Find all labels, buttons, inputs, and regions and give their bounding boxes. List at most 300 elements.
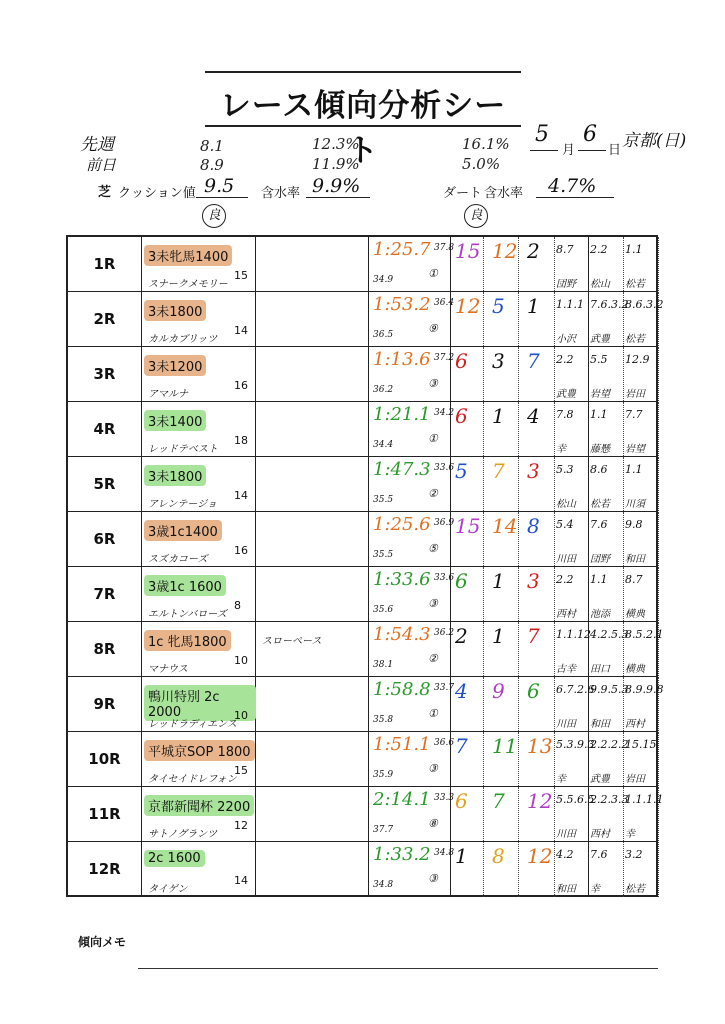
- first3f-time: 38.1: [373, 660, 394, 670]
- last3f-time: 36.6: [434, 738, 455, 748]
- column-divider: [554, 567, 555, 621]
- winning-time: 1:13.6: [373, 349, 431, 370]
- race-number: 7R: [93, 585, 116, 603]
- column-divider: [368, 347, 369, 401]
- finish-position: 15: [455, 514, 481, 538]
- first3f-time: 36.2: [373, 385, 394, 395]
- finish-position: 14: [492, 514, 518, 538]
- column-divider: [554, 457, 555, 511]
- column-divider: [658, 732, 659, 786]
- day-label: 日: [608, 143, 622, 158]
- jockey-name: 松若: [625, 279, 645, 290]
- race-table: [66, 235, 664, 897]
- odds-value: 9.8: [625, 518, 643, 531]
- finish-position: 12: [492, 239, 518, 263]
- senshu-cushion: 8.1: [200, 137, 224, 155]
- race-number: 12R: [88, 860, 121, 878]
- column-divider: [483, 292, 484, 346]
- finish-position: 4: [455, 679, 468, 703]
- race-row: [68, 622, 664, 677]
- horse-name: アマルナ: [148, 389, 188, 400]
- finish-position: 5: [455, 459, 468, 483]
- column-divider: [483, 457, 484, 511]
- odds-value: 5.3: [556, 463, 574, 476]
- odds-value: 1.1.1.1: [625, 793, 664, 806]
- first3f-time: 36.5: [373, 330, 394, 340]
- odds-value: 7.6: [590, 848, 608, 861]
- month-underline: [530, 150, 558, 151]
- odds-value: 9.9.5.3: [590, 683, 629, 696]
- jockey-name: 横典: [625, 609, 645, 620]
- odds-value: 2.2.3.3: [590, 793, 629, 806]
- entrant-count: 15: [234, 269, 248, 282]
- title-rule-bottom: [205, 125, 521, 127]
- column-divider: [588, 567, 589, 621]
- finish-position: 7: [527, 349, 540, 373]
- entrant-count: 14: [234, 489, 248, 502]
- jockey-name: 和田: [556, 884, 576, 895]
- jockey-name: 幸: [625, 829, 635, 840]
- cushion-value: 9.5: [204, 175, 235, 197]
- last3f-time: 37.2: [434, 353, 455, 363]
- entrant-count: 16: [234, 379, 248, 392]
- column-divider: [518, 292, 519, 346]
- pace-circle: ③: [428, 762, 438, 775]
- column-divider: [554, 402, 555, 456]
- winning-time: 1:51.1: [373, 734, 431, 755]
- finish-position: 2: [527, 239, 540, 263]
- shiba-label: 芝: [98, 185, 112, 200]
- column-divider: [255, 622, 256, 676]
- senshu-dirt: 16.1%: [462, 135, 510, 153]
- column-divider: [554, 842, 555, 897]
- shiba-condition: 良: [202, 204, 226, 228]
- last3f-time: 36.9: [434, 518, 455, 528]
- race-condition-tag: 3歳1c1400: [144, 520, 222, 541]
- odds-value: 2.2: [556, 573, 574, 586]
- finish-position: 11: [492, 734, 518, 758]
- last3f-time: 33.3: [434, 793, 455, 803]
- jockey-name: 横典: [625, 664, 645, 675]
- race-row: [68, 402, 656, 457]
- jockey-name: 岩田: [625, 774, 645, 785]
- column-divider: [518, 787, 519, 841]
- column-divider: [588, 292, 589, 346]
- jockey-name: 古幸: [556, 664, 576, 675]
- column-divider: [141, 512, 142, 566]
- jockey-name: 武豊: [590, 334, 610, 345]
- winning-time: 1:25.6: [373, 514, 431, 535]
- odds-value: 1.1: [625, 463, 643, 476]
- finish-position: 4: [527, 404, 540, 428]
- race-condition-tag: 鴨川特別 2c 2000: [144, 685, 256, 721]
- shiba-moisture-value: 9.9%: [312, 175, 361, 197]
- first3f-time: 35.5: [373, 495, 394, 505]
- memo-label: 傾向メモ: [78, 935, 127, 949]
- last3f-time: 36.2: [434, 628, 455, 638]
- jockey-name: 田口: [590, 664, 610, 675]
- odds-value: 1.1.12: [556, 628, 591, 641]
- race-condition-tag: 2c 1600: [144, 850, 205, 867]
- winning-time: 1:53.2: [373, 294, 431, 315]
- odds-value: 6.7.2.6: [556, 683, 595, 696]
- first3f-time: 35.9: [373, 770, 394, 780]
- odds-value: 2.2: [590, 243, 608, 256]
- pace-circle: ②: [428, 652, 438, 665]
- last3f-time: 34.2: [434, 408, 455, 418]
- jockey-name: 岩望: [590, 389, 610, 400]
- column-divider: [255, 347, 256, 401]
- winning-time: 1:21.1: [373, 404, 431, 425]
- finish-position: 3: [492, 349, 505, 373]
- last3f-time: 37.8: [434, 243, 455, 253]
- winning-time: 1:54.3: [373, 624, 431, 645]
- column-divider: [255, 402, 256, 456]
- odds-value: 1.1: [590, 573, 608, 586]
- pace-circle: ③: [428, 872, 438, 885]
- odds-value: 5.4: [556, 518, 574, 531]
- jockey-name: 岩田: [625, 389, 645, 400]
- zenjitsu-cushion: 8.9: [200, 156, 224, 174]
- column-divider: [518, 457, 519, 511]
- jockey-name: 和田: [625, 554, 645, 565]
- horse-name: スズカコーズ: [148, 554, 208, 565]
- day-underline: [578, 150, 606, 151]
- column-divider: [368, 457, 369, 511]
- column-divider: [554, 677, 555, 731]
- dirt-moisture-label: 含水率: [484, 186, 524, 201]
- jockey-name: 松山: [556, 499, 576, 510]
- finish-position: 12: [527, 844, 553, 868]
- odds-value: 5.3.9.3: [556, 738, 595, 751]
- column-divider: [588, 512, 589, 566]
- jockey-name: 幸: [556, 444, 566, 455]
- race-condition-tag: 3歳1c 1600: [144, 575, 226, 596]
- odds-value: 4.2: [556, 848, 574, 861]
- column-divider: [141, 842, 142, 897]
- column-divider: [141, 402, 142, 456]
- column-divider: [623, 237, 624, 291]
- race-number: 5R: [93, 475, 116, 493]
- last3f-time: 36.4: [434, 298, 455, 308]
- column-divider: [518, 622, 519, 676]
- race-number: 9R: [93, 695, 116, 713]
- horse-name: カルカブリッツ: [148, 334, 218, 345]
- finish-position: 7: [492, 789, 505, 813]
- jockey-name: 西村: [625, 719, 645, 730]
- column-divider: [368, 237, 369, 291]
- race-condition-tag: 3未1400: [144, 410, 206, 431]
- column-divider: [658, 512, 659, 566]
- jockey-name: 和田: [590, 719, 610, 730]
- column-divider: [658, 402, 659, 456]
- column-divider: [623, 512, 624, 566]
- column-divider: [368, 512, 369, 566]
- column-divider: [554, 512, 555, 566]
- entrant-count: 12: [234, 819, 248, 832]
- page-title: レース傾向分析シート: [219, 88, 507, 169]
- jockey-name: 松山: [590, 279, 610, 290]
- odds-value: 8.7: [625, 573, 643, 586]
- race-condition-tag: 3未1200: [144, 355, 206, 376]
- odds-value: 3.2: [625, 848, 643, 861]
- odds-value: 5.5: [590, 353, 608, 366]
- winning-time: 1:33.2: [373, 844, 431, 865]
- race-row: [68, 732, 656, 787]
- column-divider: [588, 237, 589, 291]
- date-month: 5: [535, 122, 549, 147]
- horse-name: サトノグランツ: [148, 829, 218, 840]
- column-divider: [141, 347, 142, 401]
- finish-position: 1: [492, 404, 505, 428]
- column-divider: [554, 732, 555, 786]
- first3f-time: 34.4: [373, 440, 394, 450]
- odds-value: 2.2.2.2: [590, 738, 629, 751]
- column-divider: [588, 842, 589, 897]
- senshu-label: 先週: [80, 135, 114, 155]
- column-divider: [623, 842, 624, 897]
- race-row: [68, 347, 656, 402]
- column-divider: [518, 732, 519, 786]
- pace-circle: ③: [428, 597, 438, 610]
- race-condition-tag: 平城京SOP 1800: [144, 740, 255, 761]
- column-divider: [368, 732, 369, 786]
- zenjitsu-shiba: 11.9%: [312, 155, 360, 173]
- race-number: 2R: [93, 310, 116, 328]
- race-number: 1R: [93, 255, 116, 273]
- jockey-name: 幸: [556, 774, 566, 785]
- odds-value: 7.6.3.2: [590, 298, 629, 311]
- zenjitsu-label: 前日: [86, 156, 117, 174]
- pace-circle: ⑧: [428, 817, 438, 830]
- last3f-time: 33.6: [434, 573, 455, 583]
- race-number: 10R: [88, 750, 121, 768]
- first3f-time: 34.8: [373, 880, 394, 890]
- column-divider: [368, 292, 369, 346]
- race-condition-tag: 1c 牝馬1800: [144, 630, 231, 651]
- column-divider: [483, 622, 484, 676]
- odds-value: 8.7: [556, 243, 574, 256]
- race-note: スローペース: [262, 636, 322, 647]
- column-divider: [483, 402, 484, 456]
- memo-line: [138, 968, 658, 969]
- finish-position: 2: [455, 624, 468, 648]
- pace-circle: ③: [428, 377, 438, 390]
- race-number: 11R: [88, 805, 121, 823]
- jockey-name: 川田: [556, 829, 576, 840]
- finish-position: 1: [527, 294, 540, 318]
- column-divider: [554, 787, 555, 841]
- jockey-name: 松若: [625, 884, 645, 895]
- column-divider: [483, 237, 484, 291]
- column-divider: [483, 347, 484, 401]
- column-divider: [255, 512, 256, 566]
- finish-position: 3: [527, 459, 540, 483]
- column-divider: [658, 842, 659, 897]
- horse-name: タイゲン: [148, 884, 188, 895]
- column-divider: [518, 677, 519, 731]
- column-divider: [483, 512, 484, 566]
- pace-circle: ⑤: [428, 542, 438, 555]
- finish-position: 13: [527, 734, 553, 758]
- column-divider: [141, 622, 142, 676]
- jockey-name: 岩望: [625, 444, 645, 455]
- finish-position: 8: [527, 514, 540, 538]
- column-divider: [483, 567, 484, 621]
- finish-position: 5: [492, 294, 505, 318]
- column-divider: [554, 292, 555, 346]
- column-divider: [658, 347, 659, 401]
- column-divider: [483, 677, 484, 731]
- cushion-label: クッション値: [118, 186, 196, 201]
- column-divider: [141, 787, 142, 841]
- jockey-name: 幸: [590, 884, 600, 895]
- column-divider: [658, 567, 659, 621]
- column-divider: [368, 842, 369, 897]
- odds-value: 4.2.5.3: [590, 628, 629, 641]
- odds-value: 8.6: [590, 463, 608, 476]
- odds-value: 8.5.2.1: [625, 628, 664, 641]
- race-row: [68, 677, 664, 732]
- column-divider: [588, 402, 589, 456]
- jockey-name: 松若: [625, 334, 645, 345]
- dirt-label: ダート: [443, 186, 483, 201]
- column-divider: [483, 842, 484, 897]
- column-divider: [368, 402, 369, 456]
- winning-time: 1:25.7: [373, 239, 431, 260]
- month-label: 月: [562, 143, 576, 158]
- finish-position: 3: [527, 569, 540, 593]
- first3f-time: 35.8: [373, 715, 394, 725]
- race-condition-tag: 3未1800: [144, 465, 206, 486]
- horse-name: マナウス: [148, 664, 188, 675]
- column-divider: [255, 787, 256, 841]
- finish-position: 6: [455, 404, 468, 428]
- column-divider: [518, 842, 519, 897]
- column-divider: [255, 567, 256, 621]
- column-divider: [623, 567, 624, 621]
- column-divider: [623, 347, 624, 401]
- pace-circle: ②: [428, 487, 438, 500]
- column-divider: [141, 292, 142, 346]
- column-divider: [518, 512, 519, 566]
- column-divider: [368, 567, 369, 621]
- column-divider: [588, 347, 589, 401]
- entrant-count: 10: [234, 709, 248, 722]
- pace-circle: ⑨: [428, 322, 438, 335]
- winning-time: 1:47.3: [373, 459, 431, 480]
- race-condition-tag: 3未1800: [144, 300, 206, 321]
- jockey-name: 西村: [556, 609, 576, 620]
- jockey-name: 団野: [590, 554, 610, 565]
- race-condition-tag: 3未牝馬1400: [144, 245, 232, 266]
- odds-value: 7.8: [556, 408, 574, 421]
- column-divider: [255, 457, 256, 511]
- last3f-time: 34.8: [434, 848, 455, 858]
- column-divider: [554, 622, 555, 676]
- shiba-moisture-label: 含水率: [261, 186, 301, 201]
- race-row: [68, 237, 656, 292]
- finish-position: 6: [455, 789, 468, 813]
- venue: 京都(日): [622, 131, 687, 151]
- horse-name: アレンテージョ: [148, 499, 217, 510]
- horse-name: エルトンバローズ: [148, 609, 227, 620]
- race-row: [68, 512, 656, 567]
- finish-position: 1: [492, 624, 505, 648]
- column-divider: [518, 567, 519, 621]
- date-day: 6: [583, 122, 597, 147]
- pace-circle: ①: [428, 432, 438, 445]
- column-divider: [141, 732, 142, 786]
- column-divider: [368, 622, 369, 676]
- column-divider: [255, 732, 256, 786]
- odds-value: 8.9.9.8: [625, 683, 664, 696]
- column-divider: [588, 457, 589, 511]
- finish-position: 1: [455, 844, 468, 868]
- finish-position: 1: [492, 569, 505, 593]
- race-row: [68, 292, 664, 347]
- dirt-moisture-value: 4.7%: [548, 175, 597, 197]
- entrant-count: 15: [234, 764, 248, 777]
- cushion-underline: [196, 197, 248, 198]
- jockey-name: 西村: [590, 829, 610, 840]
- column-divider: [518, 347, 519, 401]
- column-divider: [368, 787, 369, 841]
- jockey-name: 武豊: [590, 774, 610, 785]
- column-divider: [658, 457, 659, 511]
- shiba-moisture-underline: [306, 197, 370, 198]
- column-divider: [483, 787, 484, 841]
- finish-position: 9: [492, 679, 505, 703]
- first3f-time: 34.9: [373, 275, 394, 285]
- jockey-name: 武豊: [556, 389, 576, 400]
- entrant-count: 8: [234, 599, 241, 612]
- last3f-time: 33.7: [434, 683, 455, 693]
- column-divider: [483, 732, 484, 786]
- finish-position: 7: [455, 734, 468, 758]
- first3f-time: 35.6: [373, 605, 394, 615]
- race-row: [68, 567, 656, 622]
- race-number: 3R: [93, 365, 116, 383]
- horse-name: スナークメモリー: [148, 279, 228, 290]
- title-rule-top: [205, 71, 521, 73]
- finish-position: 7: [527, 624, 540, 648]
- dirt-moisture-underline: [536, 197, 614, 198]
- column-divider: [554, 237, 555, 291]
- column-divider: [255, 842, 256, 897]
- column-divider: [255, 292, 256, 346]
- odds-value: 7.6: [590, 518, 608, 531]
- pace-circle: ①: [428, 707, 438, 720]
- race-row: [68, 457, 656, 512]
- dirt-condition: 良: [464, 204, 488, 228]
- entrant-count: 14: [234, 874, 248, 887]
- jockey-name: 川田: [556, 719, 576, 730]
- entrant-count: 18: [234, 434, 248, 447]
- zenjitsu-dirt: 5.0%: [462, 155, 501, 173]
- jockey-name: 川須: [625, 499, 645, 510]
- horse-name: レッドテベスト: [148, 444, 218, 455]
- finish-position: 6: [455, 349, 468, 373]
- finish-position: 12: [455, 294, 481, 318]
- finish-position: 8: [492, 844, 505, 868]
- finish-position: 7: [492, 459, 505, 483]
- odds-value: 7.7: [625, 408, 643, 421]
- last3f-time: 33.6: [434, 463, 455, 473]
- column-divider: [658, 237, 659, 291]
- jockey-name: 池添: [590, 609, 610, 620]
- race-number: 4R: [93, 420, 116, 438]
